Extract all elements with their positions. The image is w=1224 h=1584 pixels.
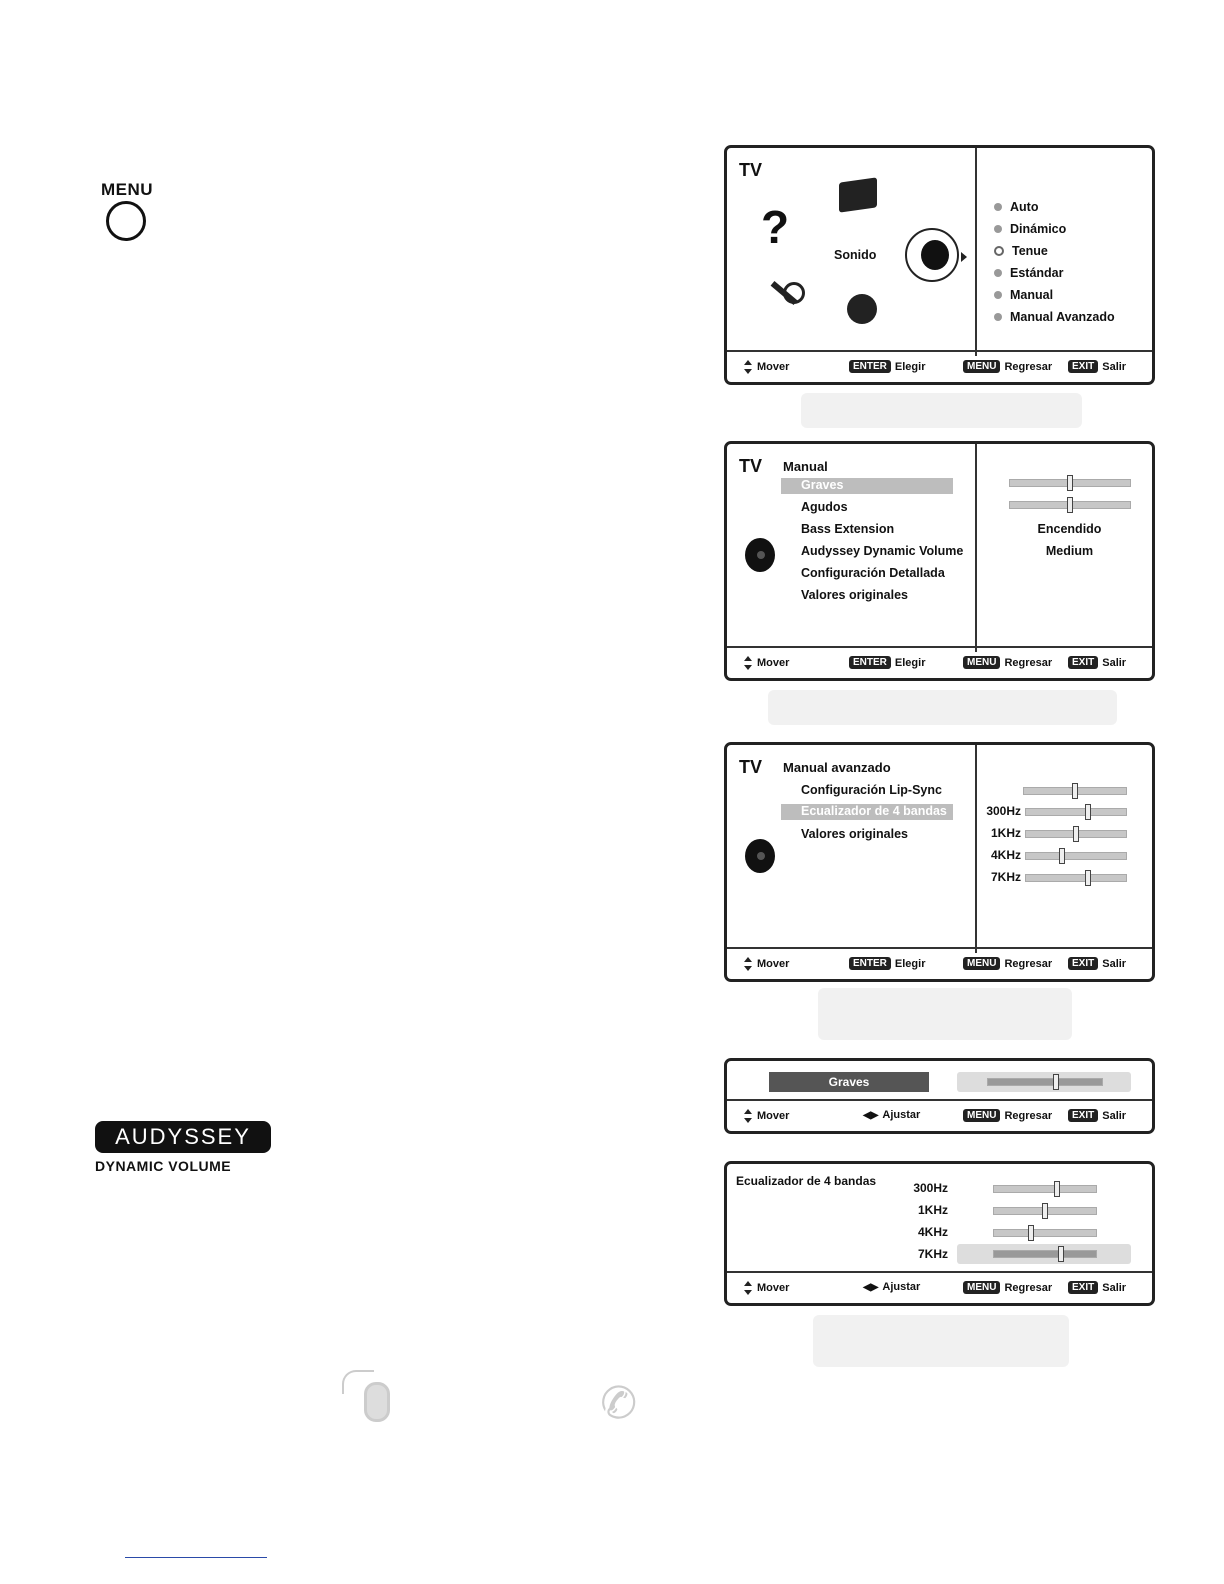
up-down-icon <box>743 360 753 374</box>
menu-key-label: MENU <box>101 180 154 199</box>
menu-item-dynamic-volume[interactable]: Audyssey Dynamic Volume <box>801 544 964 558</box>
control-bar: Mover ENTER Elegir MENU Regresar EXIT Salir <box>727 947 1152 979</box>
bass-slider[interactable] <box>1009 479 1131 487</box>
eq-4khz-thumb[interactable] <box>1028 1225 1034 1241</box>
treble-slider-thumb[interactable] <box>1067 497 1073 513</box>
eq-7khz-slider[interactable] <box>993 1250 1097 1258</box>
sound-mode-screen <box>724 145 1155 385</box>
option-manual-avanzado[interactable]: Manual Avanzado <box>994 306 1115 328</box>
audyssey-logo <box>95 1121 271 1153</box>
eq-1khz-thumb[interactable] <box>1042 1203 1048 1219</box>
audyssey-logo-subtitle: DYNAMIC VOLUME <box>95 1158 232 1174</box>
eq-300hz-label: 300Hz <box>913 1181 948 1195</box>
exit-key: EXIT <box>1068 656 1098 669</box>
eq-1khz-slider[interactable] <box>993 1207 1097 1215</box>
option-tenue[interactable]: Tenue <box>994 240 1115 262</box>
picture-icon[interactable] <box>839 177 877 212</box>
menu-key: MENU <box>963 656 1000 669</box>
option-auto[interactable]: Auto <box>994 196 1115 218</box>
menu-title: Manual <box>783 459 828 474</box>
sound-wheel-icon[interactable] <box>905 228 959 282</box>
band-7khz-label: 7KHz <box>990 870 1021 884</box>
tv-label: TV <box>739 757 763 777</box>
bass-extension-value: Encendido <box>1037 522 1102 536</box>
caption-box <box>813 1315 1069 1367</box>
menu-item-lipsync[interactable]: Configuración Lip-Sync <box>801 783 942 797</box>
bass-adjust-slider[interactable] <box>987 1078 1103 1086</box>
option-estandar[interactable]: Estándar <box>994 262 1115 284</box>
bass-adjust-track[interactable] <box>957 1072 1131 1092</box>
band-1khz-thumb[interactable] <box>1073 826 1079 842</box>
eq-7khz-track[interactable] <box>957 1244 1131 1264</box>
up-down-icon <box>743 656 753 670</box>
caption-box <box>801 393 1082 428</box>
eq-7khz-thumb[interactable] <box>1058 1246 1064 1262</box>
menu-button-icon[interactable] <box>106 201 146 241</box>
menu-key: MENU <box>963 1281 1000 1294</box>
menu-item-detailed-config[interactable]: Configuración Detallada <box>801 566 945 580</box>
eq-4khz-label: 4KHz <box>917 1225 948 1239</box>
globe-icon[interactable] <box>847 294 877 324</box>
up-down-icon <box>743 1109 753 1123</box>
eq-1khz-label: 1KHz <box>917 1203 948 1217</box>
band-4khz-slider[interactable] <box>1025 852 1127 860</box>
manual-sound-screen <box>724 441 1155 681</box>
bass-adjust-thumb[interactable] <box>1053 1074 1059 1090</box>
menu-item-graves[interactable]: Graves <box>781 478 953 494</box>
eq-300hz-slider[interactable] <box>993 1185 1097 1193</box>
menu-item-reset[interactable]: Valores originales <box>801 588 908 602</box>
mouse-cable-icon <box>342 1370 374 1394</box>
eq-7khz-label: 7KHz <box>917 1247 948 1261</box>
enter-key: ENTER <box>849 656 891 669</box>
menu-item-reset[interactable]: Valores originales <box>801 827 908 841</box>
help-icon[interactable]: ? <box>761 201 790 253</box>
band-300hz-label: 300Hz <box>986 804 1021 818</box>
speaker-icon <box>745 839 775 873</box>
band-7khz-thumb[interactable] <box>1085 870 1091 886</box>
tv-label: TV <box>739 160 763 180</box>
bass-adjust-label: Graves <box>769 1072 929 1092</box>
exit-key: EXIT <box>1068 360 1098 373</box>
band-300hz-slider[interactable] <box>1025 808 1127 816</box>
sound-mode-options <box>994 196 1115 328</box>
enter-key: ENTER <box>849 957 891 970</box>
menu-item-bass-extension[interactable]: Bass Extension <box>801 522 895 536</box>
menu-title: Manual avanzado <box>783 760 891 775</box>
band-1khz-slider[interactable] <box>1025 830 1127 838</box>
band-7khz-slider[interactable] <box>1025 874 1127 882</box>
band-300hz-thumb[interactable] <box>1085 804 1091 820</box>
menu-key: MENU <box>963 360 1000 373</box>
control-bar: Mover ◀▶ Ajustar MENU Regresar EXIT Salir <box>727 1271 1152 1303</box>
caption-box <box>768 690 1117 725</box>
control-bar: Mover ENTER Elegir MENU Regresar EXIT Salir <box>727 646 1152 678</box>
caption-box <box>818 988 1072 1040</box>
setup-icon[interactable] <box>767 280 807 314</box>
menu-item-equalizer[interactable]: Ecualizador de 4 bandas <box>781 804 953 820</box>
left-right-icon: ◀▶ <box>863 1281 879 1293</box>
menu-key: MENU <box>963 957 1000 970</box>
dynamic-volume-value: Medium <box>1045 544 1094 558</box>
bass-slider-thumb[interactable] <box>1067 475 1073 491</box>
band-4khz-thumb[interactable] <box>1059 848 1065 864</box>
exit-key: EXIT <box>1068 1281 1098 1294</box>
chevron-right-icon <box>961 252 967 262</box>
control-bar: Mover ENTER Elegir MENU Regresar EXIT Salir <box>727 350 1152 382</box>
sound-menu-label: Sonido <box>834 248 877 262</box>
phone-icon: ✆ <box>596 1376 641 1431</box>
left-right-icon: ◀▶ <box>863 1109 879 1121</box>
up-down-icon <box>743 957 753 971</box>
menu-key: MENU <box>963 1109 1000 1122</box>
eq-4khz-slider[interactable] <box>993 1229 1097 1237</box>
band-1khz-label: 1KHz <box>990 826 1021 840</box>
exit-key: EXIT <box>1068 1109 1098 1122</box>
control-bar: Mover ◀▶ Ajustar MENU Regresar EXIT Salir <box>727 1099 1152 1131</box>
tv-label: TV <box>739 456 763 476</box>
treble-slider[interactable] <box>1009 501 1131 509</box>
advanced-manual-screen <box>724 742 1155 982</box>
option-dinamico[interactable]: Dinámico <box>994 218 1115 240</box>
equalizer-adjust-screen <box>724 1161 1155 1306</box>
exit-key: EXIT <box>1068 957 1098 970</box>
up-down-icon <box>743 1281 753 1295</box>
option-manual[interactable]: Manual <box>994 284 1115 306</box>
enter-key: ENTER <box>849 360 891 373</box>
equalizer-title: Ecualizador de 4 bandas <box>736 1174 877 1188</box>
footnote-rule <box>125 1557 267 1558</box>
speaker-icon <box>745 538 775 572</box>
menu-item-agudos[interactable]: Agudos <box>801 500 848 514</box>
lipsync-slider[interactable] <box>1023 787 1127 795</box>
audyssey-logo-text: AUDYSSEY <box>115 1124 251 1149</box>
lipsync-slider-thumb[interactable] <box>1072 783 1078 799</box>
eq-300hz-thumb[interactable] <box>1054 1181 1060 1197</box>
bass-adjust-screen <box>724 1058 1155 1134</box>
band-4khz-label: 4KHz <box>990 848 1021 862</box>
